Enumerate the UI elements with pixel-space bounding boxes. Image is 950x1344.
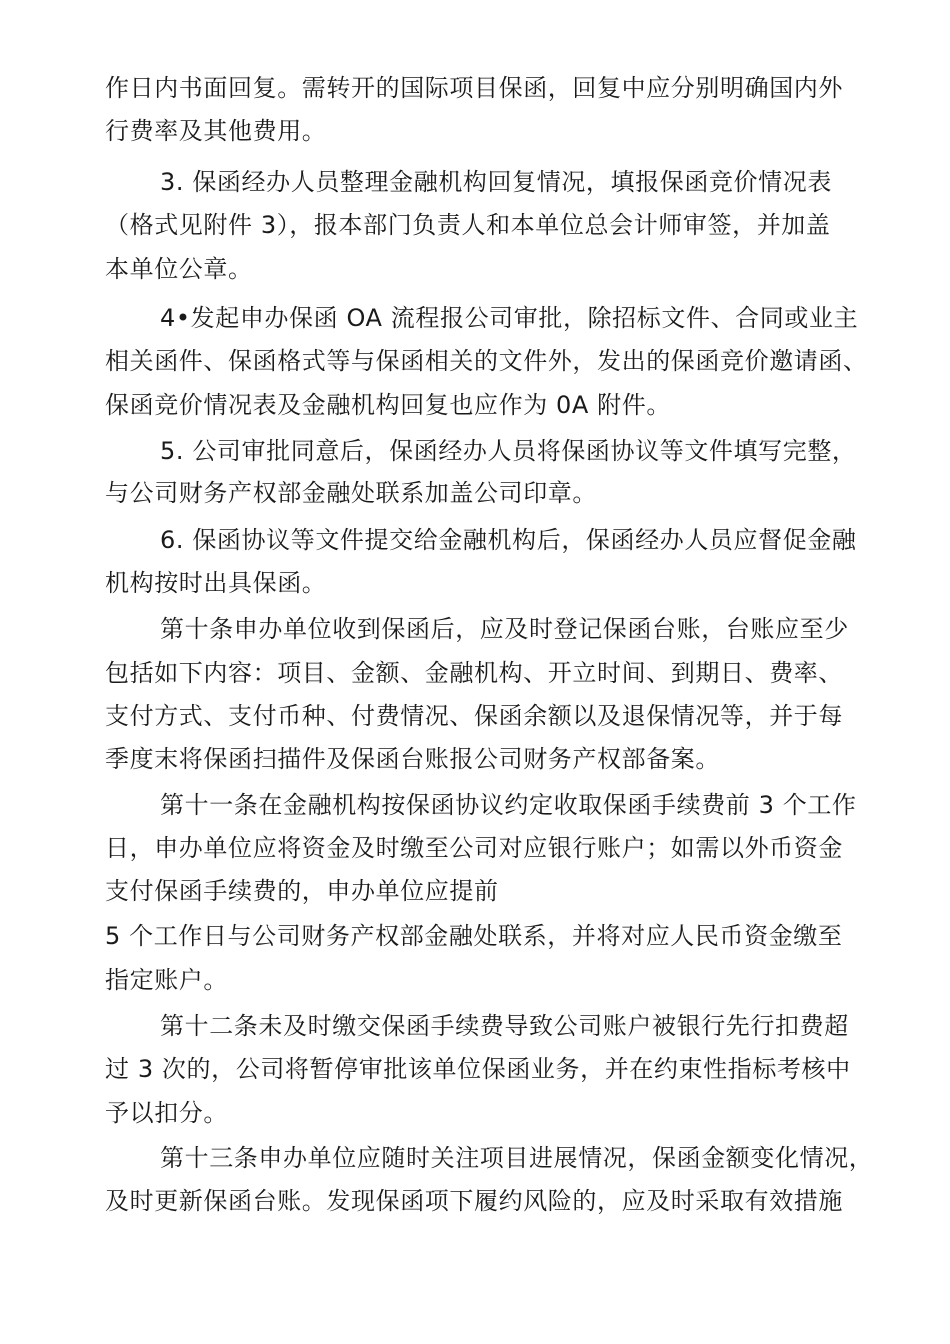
paragraph-line: 5. 公司审批同意后，保函经办人员将保函协议等文件填写完整，	[160, 437, 857, 465]
text-line: 本单位公章。	[105, 255, 253, 283]
paragraph-line: 第十三条申办单位应随时关注项目进展情况，保函金额变化情况，	[160, 1144, 874, 1172]
text-line: 日，申办单位应将资金及时缴至公司对应银行账户；如需以外币资金	[105, 834, 843, 862]
paragraph-line: 3. 保函经办人员整理金融机构回复情况，填报保函竞价情况表	[160, 168, 832, 196]
text-line: 过 3 次的，公司将暂停审批该单位保函业务，并在约束性指标考核中	[105, 1055, 851, 1083]
paragraph-line: 第十二条未及时缴交保函手续费导致公司账户被银行先行扣费超	[160, 1012, 849, 1040]
text-line: 作日内书面回复。需转开的国际项目保函，回复中应分别明确国内外	[105, 74, 843, 102]
text-line: 予以扣分。	[105, 1099, 228, 1127]
text-line: 行费率及其他费用。	[105, 117, 327, 145]
text-line: 包括如下内容：项目、金额、金融机构、开立时间、到期日、费率、	[105, 659, 843, 687]
text-line: 季度末将保函扫描件及保函台账报公司财务产权部备案。	[105, 745, 720, 773]
paragraph-line: 第十条申办单位收到保函后，应及时登记保函台账，台账应至少	[160, 615, 849, 643]
text-line: 与公司财务产权部金融处联系加盖公司印章。	[105, 479, 597, 507]
paragraph-line: 第十一条在金融机构按保函协议约定收取保函手续费前 3 个工作	[160, 791, 857, 819]
text-line: 相关函件、保函格式等与保函相关的文件外，发出的保函竞价邀请函、	[105, 347, 868, 375]
text-line: 指定账户。	[105, 966, 228, 994]
text-line: 支付方式、支付币种、付费情况、保函余额以及退保情况等，并于每	[105, 702, 843, 730]
text-line: （格式见附件 3），报本部门负责人和本单位总会计师审签，并加盖	[105, 211, 831, 239]
text-line: 保函竞价情况表及金融机构回复也应作为 0A 附件。	[105, 391, 671, 419]
text-line: 机构按时出具保函。	[105, 569, 327, 597]
paragraph-line: 4•发起申办保函 OA 流程报公司审批，除招标文件、合同或业主	[160, 304, 859, 332]
text-line: 及时更新保函台账。发现保函项下履约风险的，应及时采取有效措施	[105, 1187, 843, 1215]
text-line: 支付保函手续费的，申办单位应提前	[105, 877, 499, 905]
paragraph-line: 6. 保函协议等文件提交给金融机构后，保函经办人员应督促金融	[160, 526, 857, 554]
text-line: 5 个工作日与公司财务产权部金融处联系，并将对应人民币资金缴至	[105, 922, 843, 950]
